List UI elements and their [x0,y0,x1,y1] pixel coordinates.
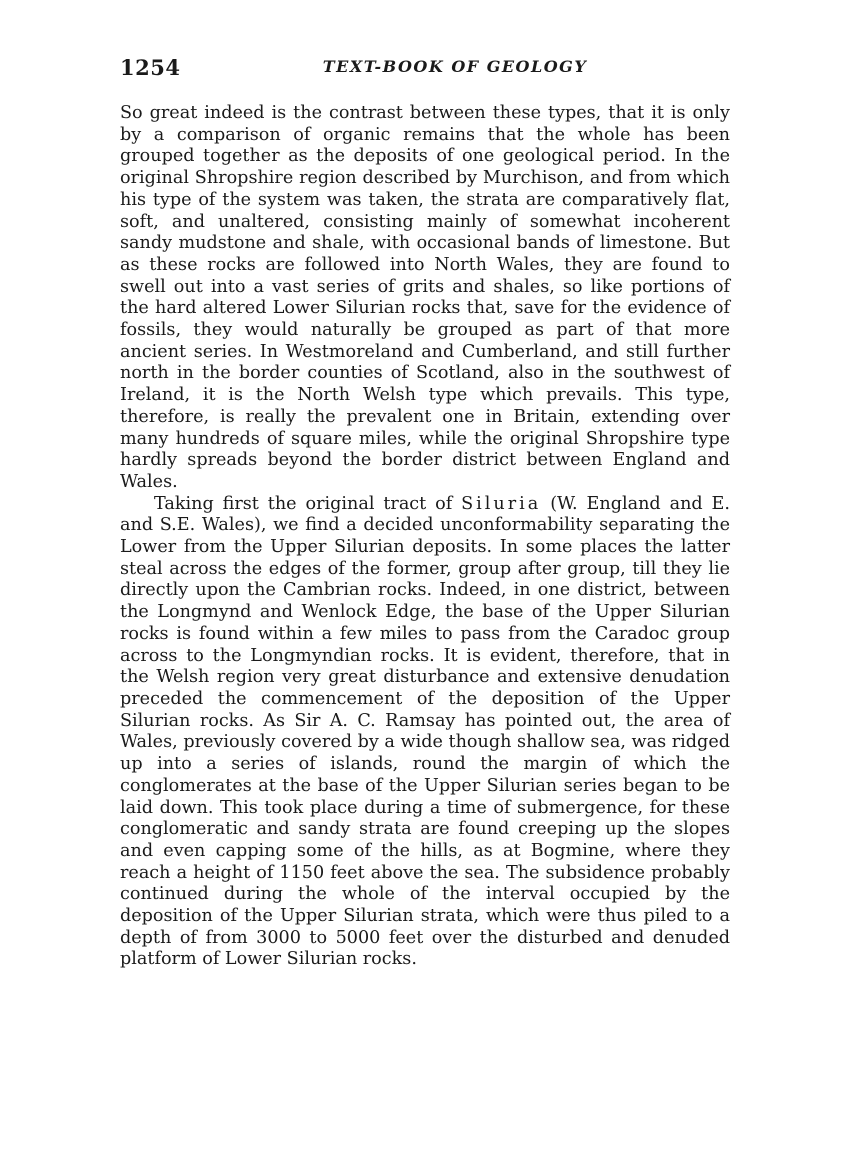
page-number: 1254 [120,55,181,80]
paragraph-2 [120,494,730,971]
book-page [120,55,730,971]
running-title: TEXT-BOOK OF GEOLOGY [322,57,588,76]
paragraph-2-lead: Taking first the original tract of [154,493,462,514]
body-text [120,103,730,971]
paragraph-2-rest: (W. England and E. and S.E. Wales), we find a decided unconformability separating the Lower from the Upper Silurian deposits. In some places the latter steal across the edges of the former, group after group, till they lie directly upon the Cambrian rocks. Indeed, in one district, between the Longmynd and Wenlock Edge, the base of the Upper Silurian rocks is found within a few miles to pass from the Caradoc group across to the Longmyndian rocks. It is evident, therefore, that in the Welsh region very great disturbance and extensive denudation preceded the commencement of the deposition of the Upper Silurian rocks. As Sir A. C. Ramsay has pointed out, the area of Wales, previously covered by a wide though shallow sea, was ridged up into a series of islands, round the margin of which the conglomerates at the base of the Upper Silurian series began to be laid down. This took place during a time of submergence, for these conglomeratic and sandy strata are found creeping up the slopes and even capping some of the hills, as at Bogmine, where they reach a height of 1150 feet above the sea. The subsidence probably continued during the whole of the interval occupied by the deposition of the Upper Silurian strata, which were thus piled to a depth of from 3000 to 5000 feet over the disturbed and denuded platform of Lower Silurian rocks. [120,493,730,970]
running-head [120,55,730,85]
siluria-term: Siluria [461,493,542,514]
paragraph-1: So great indeed is the contrast between these types, that it is only by a comparison of organic remains that the whole has been grouped together as the deposits of one geological period. In the original Shropshire region described by Murchison, and from which his type of the system was taken, the strata are comparatively flat, soft, and unaltered, consisting mainly of somewhat incoherent sandy mudstone and shale, with occasional bands of limestone. But as these rocks are followed into North Wales, they are found to swell out into a vast series of grits and shales, so like portions of the hard altered Lower Silurian rocks that, save for the evidence of fossils, they would naturally be grouped as part of that more ancient series. In Westmoreland and Cumberland, and still further north in the border counties of Scotland, also in the southwest of Ireland, it is the North Welsh type which prevails. This type, therefore, is really the prevalent one in Britain, extending over many hundreds of square miles, while the original Shropshire type hardly spreads beyond the border district between England and Wales. [120,103,730,492]
